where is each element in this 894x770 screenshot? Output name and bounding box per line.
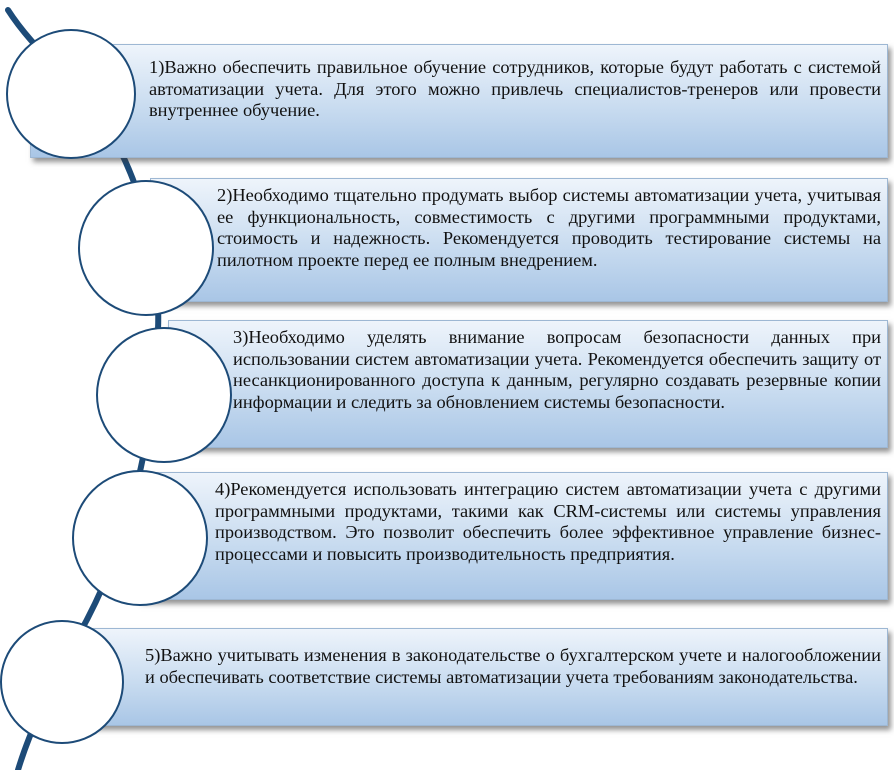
step-text-2: 2)Необходимо тщательно продумать выбор системы автоматизации учета, учитывая ее функциональность, совместимость с другими программными продуктами, стоимость и надежность. Рекомендуется проводить тестирование системы на пилотном проекте перед ее полным внедрением.	[217, 185, 881, 270]
step-circle-4	[72, 470, 208, 606]
step-box-4	[138, 472, 888, 600]
step-box-2	[150, 178, 888, 302]
step-box-5	[34, 628, 888, 726]
step-text-5: 5)Важно учитывать изменения в законодательстве о бухгалтерском учете и налогообложении и обеспечивать соответствие системы автоматизации учета требованиям законодательства.	[145, 645, 881, 687]
step-circle-3	[96, 327, 232, 463]
step-circle-1	[6, 29, 136, 159]
step-circle-2	[78, 180, 214, 316]
step-text-3: 3)Необходимо уделять внимание вопросам безопасности данных при использовании систем автоматизации учета. Рекомендуется обеспечить защиту от несанкционированного доступа к данным, регулярно создавать резервные копии информации и следить за обновлением системы безопасности.	[233, 327, 881, 412]
step-box-1	[30, 44, 888, 158]
step-text-4: 4)Рекомендуется использовать интеграцию систем автоматизации учета с другими программными продуктами, такими как CRM-системы или системы управления производством. Это позволит обеспечить более эффективное управление бизнес-процессами и повысить производительность предприятия.	[215, 479, 881, 564]
step-text-1: 1)Важно обеспечить правильное обучение сотрудников, которые будут работать с системой автоматизации учета. Для этого можно привлечь специалистов-тренеров или провести внутреннее обучение.	[149, 57, 881, 120]
step-box-3	[168, 320, 888, 448]
step-circle-5	[0, 620, 124, 744]
